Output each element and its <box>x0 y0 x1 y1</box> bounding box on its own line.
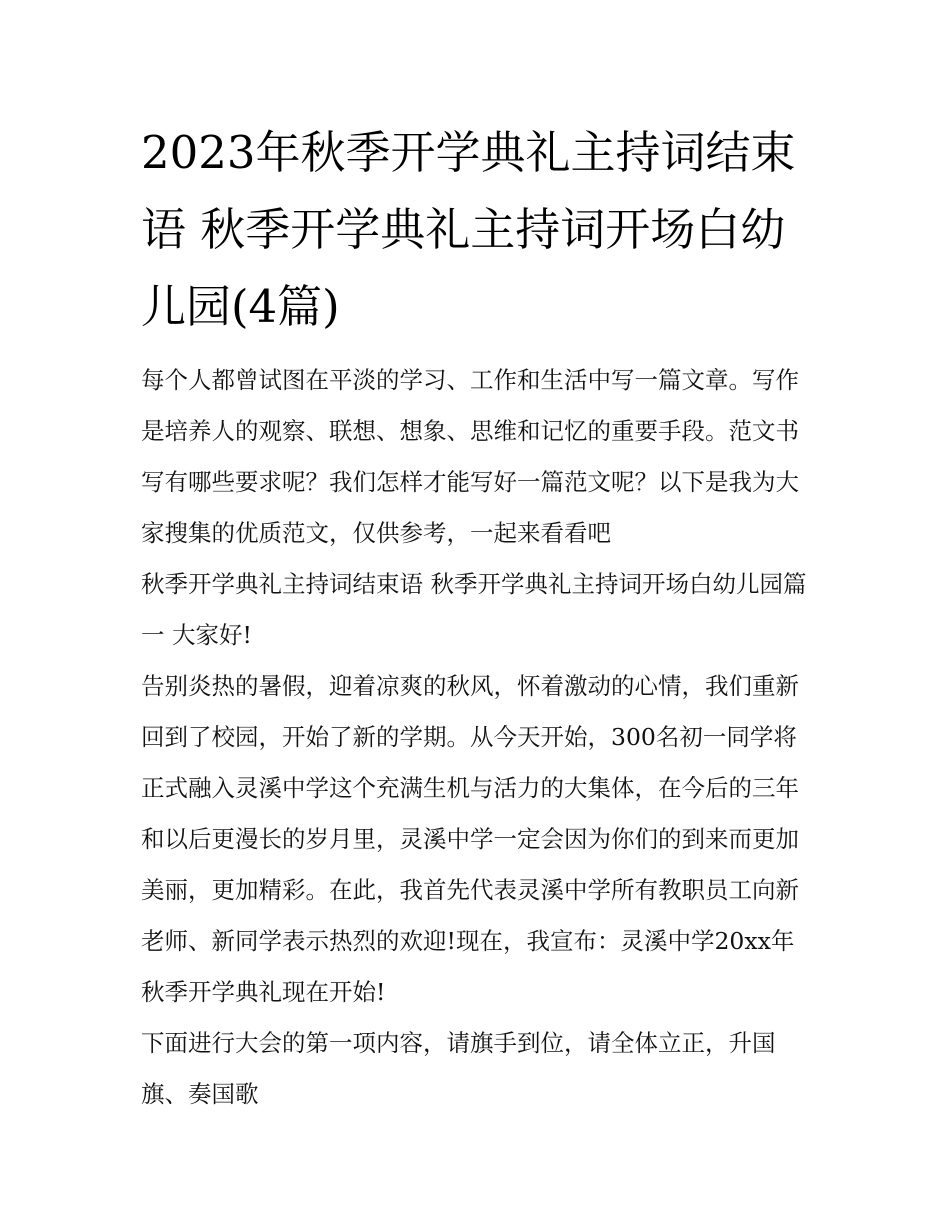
opening-remarks-paragraph: 告别炎热的暑假，迎着凉爽的秋风，怀着激动的心情，我们重新回到了校园，开始了新的学期。从今天开始，300名初一同学将正式融入灵溪中学这个充满生机与活力的大集体，在今后的三年和以后更漫长的岁月里，灵溪中学一定会因为你们的到来而更加美丽，更加精彩。在此，我首先代表灵溪中学所有教职员工向新老师、新同学表示热烈的欢迎!现在，我宣布：灵溪中学20xx年秋季开学典礼现在开始! <box>141 672 799 1006</box>
flag-ceremony-paragraph: 下面进行大会的第一项内容，请旗手到位，请全体立正，升国旗、奏国歌 <box>141 1029 776 1108</box>
intro-paragraph: 每个人都曾试图在平淡的学习、工作和生活中写一篇文章。写作是培养人的观察、联想、想象、思维和记忆的重要手段。范文书写有哪些要求呢？我们怎样才能写好一篇范文呢？以下是我为大家搜集的优质范文，仅供参考，一起来看看吧 <box>141 366 799 547</box>
section-heading-paragraph: 秋季开学典礼主持词结束语 秋季开学典礼主持词开场白幼儿园篇一 大家好! <box>141 570 807 649</box>
document-body <box>141 355 813 1120</box>
document-content <box>141 114 813 1120</box>
document-title: 2023年秋季开学典礼主持词结束语 秋季开学典礼主持词开场白幼儿园(4篇) <box>141 126 796 333</box>
